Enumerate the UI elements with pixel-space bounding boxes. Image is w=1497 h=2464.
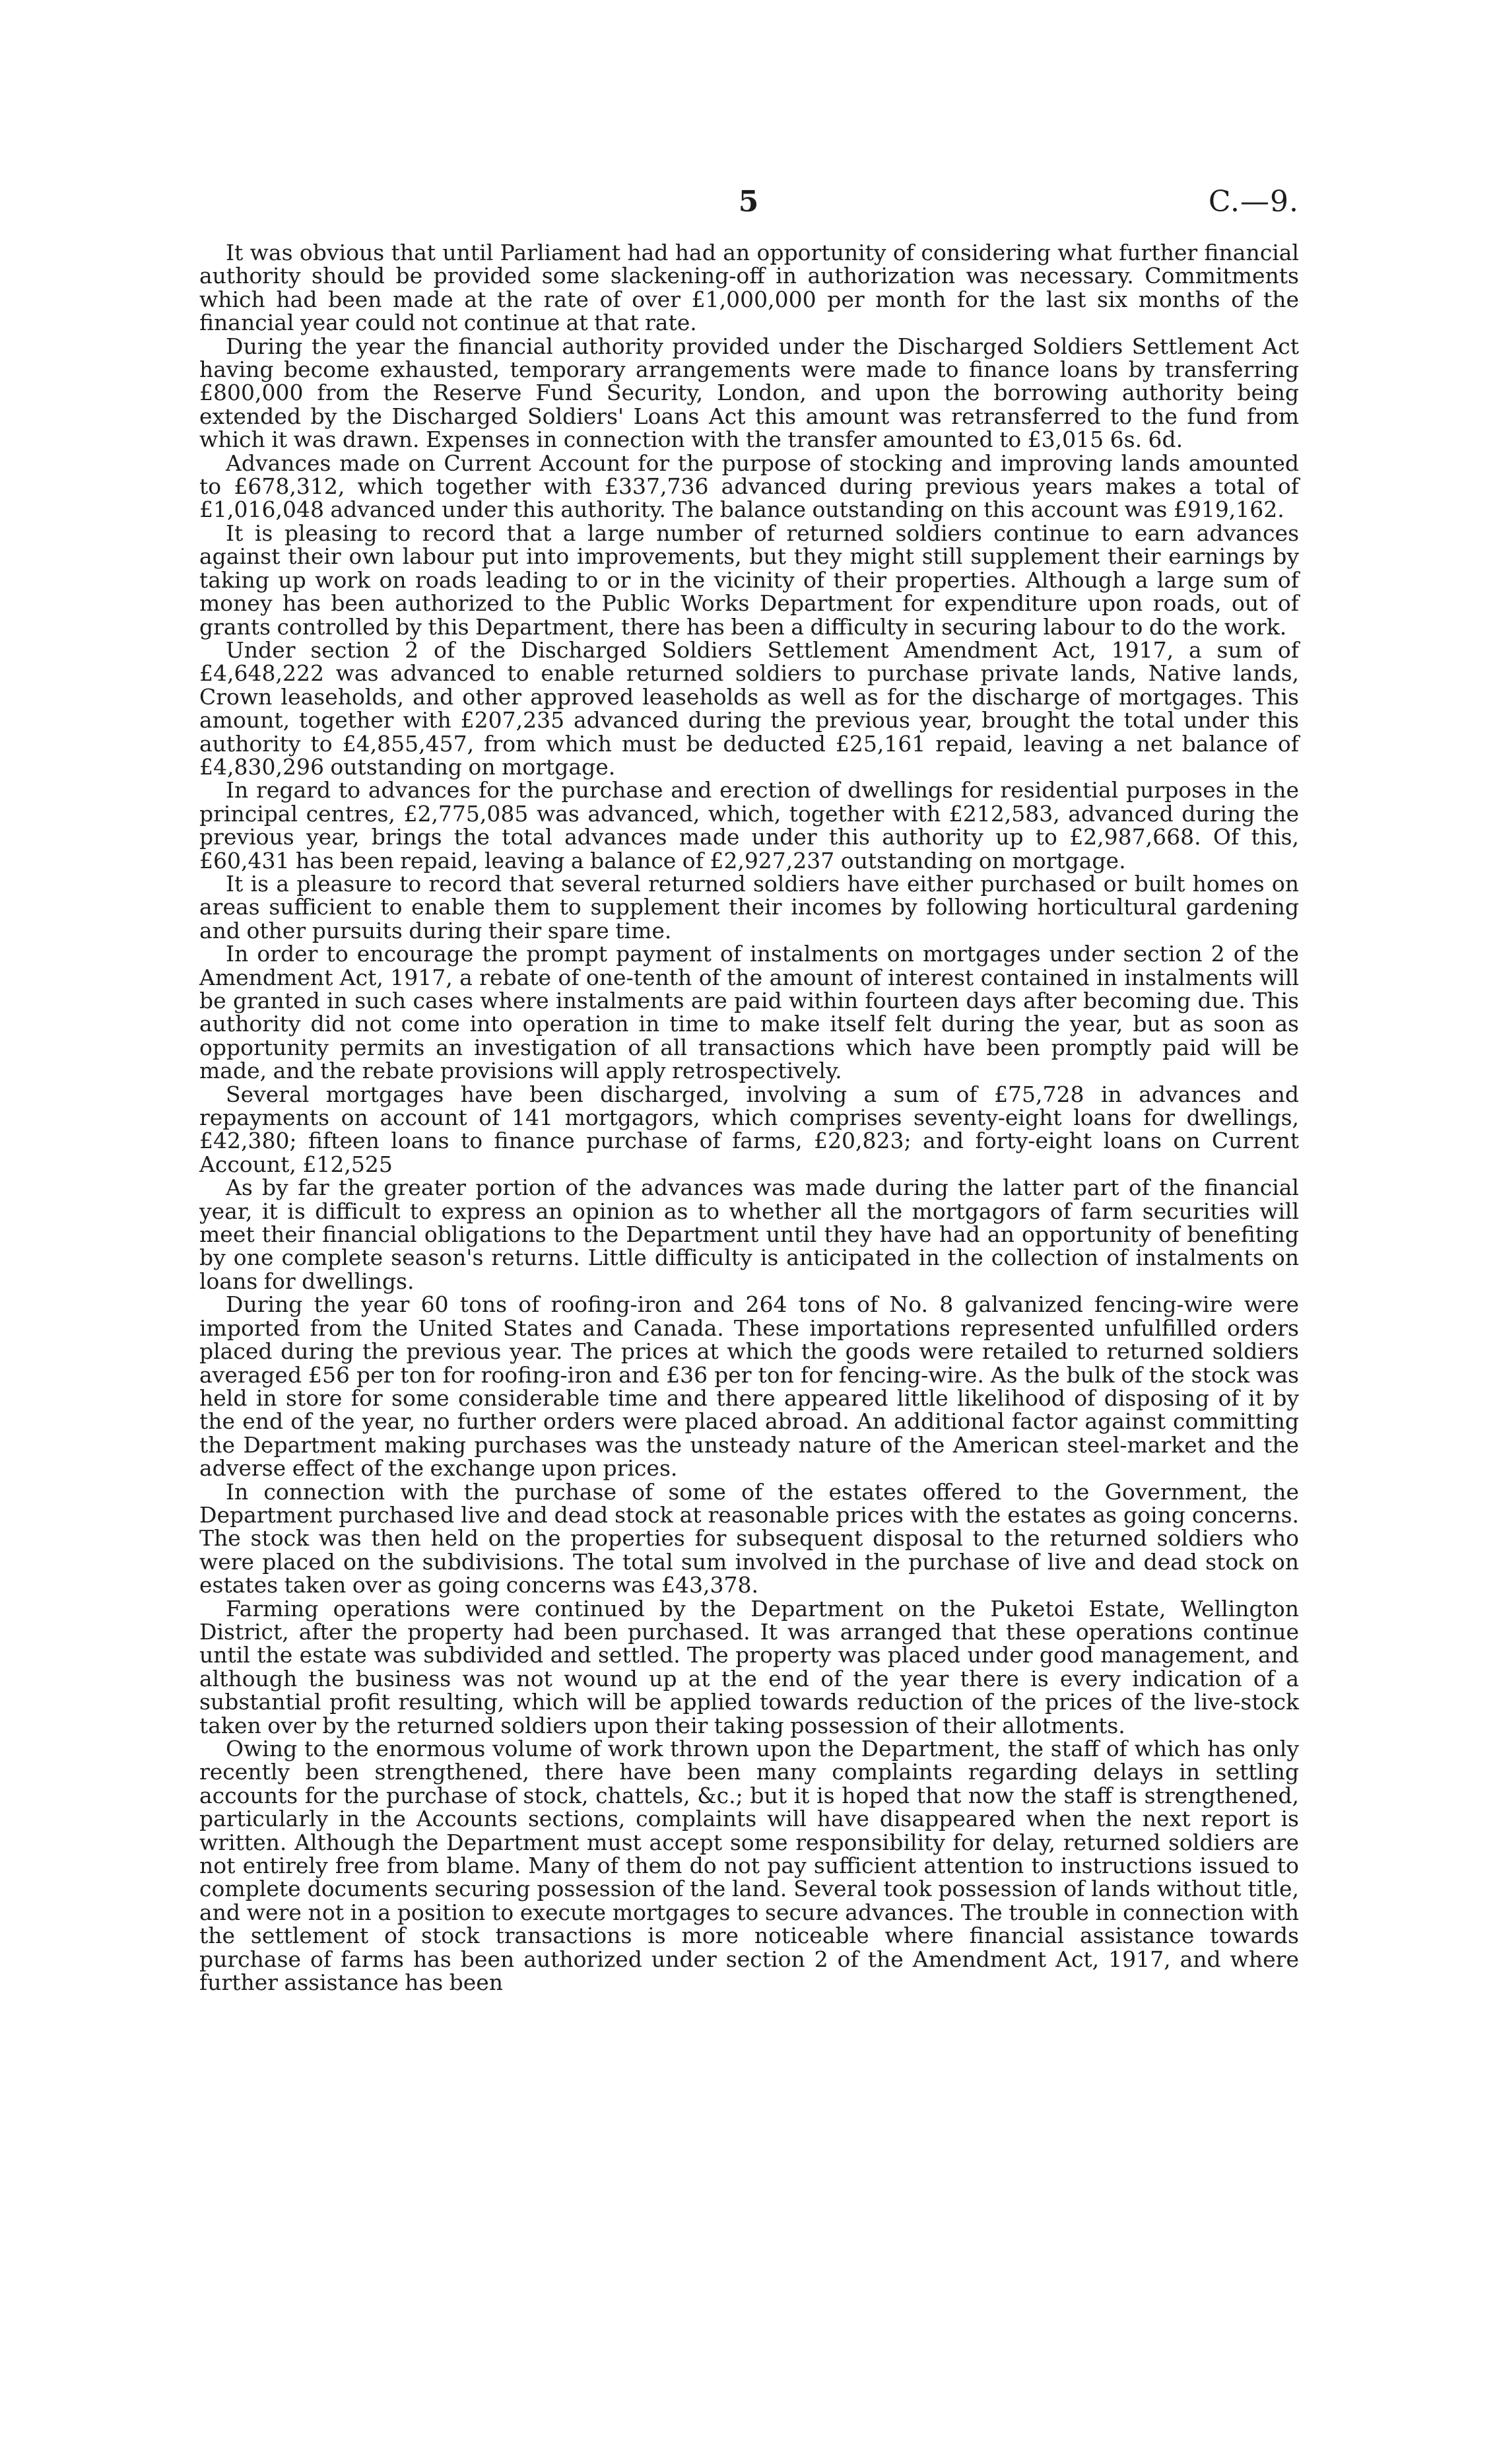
document-code: C.—9. bbox=[1208, 185, 1299, 219]
page-number: 5 bbox=[738, 185, 759, 219]
paragraph-instalment-rebate: In order to encourage the prompt payment of instalments on mortgages under section 2 of the Amendment Act, 1917, a rebate of one-tenth of the amount of interest contained in instalments will be granted in such cases where instalments are paid within fourteen days after becoming due. This authority did not come into operation in time to make itself felt during the year, but as soon as opportunity permits an investigation of all transactions which have been promptly paid will be made, and the rebate provisions will apply retrospectively. bbox=[199, 941, 1299, 1084]
paragraph-financial-authority: It was obvious that until Parliament had had an opportunity of considering what further financial authority should be provided some slackening-off in authorization was necessary. Commitments which had been made at the rate of over £1,000,000 per month for the last six months of the financial year could not continue at that rate. bbox=[199, 240, 1299, 336]
report-body bbox=[199, 241, 1299, 1994]
paragraph-mortgages-discharged: Several mortgages have been discharged, involving a sum of £75,728 in advances and repayments on account of 141 mortgagors, which comprises seventy-eight loans for dwellings, £42,380; fifteen loans to finance purchase of farms, £20,823; and forty-eight loans on Current Account, £12,525 bbox=[199, 1081, 1299, 1177]
paragraph-farm-securities: As by far the greater portion of the advances was made during the latter part of the financial year, it is difficult to express an opinion as to whether all the mortgagors of farm securities will meet their financial obligations to the Department until they have had an opportunity of benefiting by one complete season's returns. Little difficulty is anticipated in the collection of instalments on loans for dwellings. bbox=[199, 1175, 1299, 1294]
paragraph-dwellings-advances: In regard to advances for the purchase and erection of dwellings for residential purposes in the principal centres, £2,775,085 was advanced, which, together with £212,583, advanced during the previous year, brings the total advances made under this authority up to £2,987,668. Of this, £60,431 has been repaid, leaving a balance of £2,927,237 outstanding on mortgage. bbox=[199, 777, 1299, 873]
paragraph-account-delays: Owing to the enormous volume of work thrown upon the Department, the staff of which has only recently been strengthened, there have been many complaints regarding delays in settling accounts for the purchase of stock, chattels, &c.; but it is hoped that now the staff is strengthened, particularly in the Accounts sections, complaints will have disappeared when the next report is written. Although the Department must accept some responsibility for delay, returned soldiers are not entirely free from blame. Many of them do not pay sufficient attention to instructions issued to complete documents securing possession of the land. Several took possession of lands without title, and were not in a position to execute mortgages to secure advances. The trouble in connection with the settlement of stock transactions is more noticeable where financial assistance towards purchase of farms has been authorized under section 2 of the Amendment Act, 1917, and where further assistance has been bbox=[199, 1736, 1299, 1996]
paragraph-section-2-advances: Under section 2 of the Discharged Soldiers Settlement Amendment Act, 1917, a sum of £4,648,222 was advanced to enable returned soldiers to purchase private lands, Native lands, Crown leaseholds, and other approved leaseholds as well as for the discharge of mortgages. This amount, together with £207,235 advanced during the previous year, brought the total under this authority to £4,855,457, from which must be deducted £25,161 repaid, leaving a net balance of £4,830,296 outstanding on mortgage. bbox=[199, 636, 1299, 780]
paragraph-soldier-labour: It is pleasing to record that a large number of returned soldiers continue to earn advances against their own labour put into improvements, but they might still supplement their earnings by taking up work on roads leading to or in the vicinity of their properties. Although a large sum of money has been authorized to the Public Works Department for expenditure upon roads, out of grants controlled by this Department, there has been a difficulty in securing labour to do the work. bbox=[199, 520, 1299, 640]
paragraph-homes-horticulture: It is a pleasure to record that several returned soldiers have either purchased or built homes on areas sufficient to enable them to supplement their incomes by following horticultural gardening and other pursuits during their spare time. bbox=[199, 870, 1299, 943]
paragraph-roofing-iron-imports: During the year 60 tons of roofing-iron and 264 tons of No. 8 galvanized fencing-wire were imported from the United States and Canada. These importations represented unfulfilled orders placed during the previous year. The prices at which the goods were retailed to returned soldiers averaged £56 per ton for roofing-iron and £36 per ton for fencing-wire. As the bulk of the stock was held in store for some considerable time and there appeared little likelihood of disposing of it by the end of the year, no further orders were placed abroad. An additional factor against committing the Department making purchases was the unsteady nature of the American steel-market and the adverse effect of the exchange upon prices. bbox=[199, 1291, 1299, 1482]
paragraph-transfer-reserve-fund: During the year the financial authority provided under the Discharged Soldiers Settlement Act having become exhausted, temporary arrangements were made to finance loans by transferring £800,000 from the Reserve Fund Security, London, and upon the borrowing authority being extended by the Discharged Soldiers' Loans Act this amount was retransferred to the fund from which it was drawn. Expenses in connection with the transfer amounted to £3,015 6s. 6d. bbox=[199, 333, 1299, 453]
paragraph-live-dead-stock: In connection with the purchase of some of the estates offered to the Government, the Department purchased live and dead stock at reasonable prices with the estates as going concerns. The stock was then held on the properties for subsequent disposal to the returned soldiers who were placed on the subdivisions. The total sum involved in the purchase of live and dead stock on estates taken over as going concerns was £43,378. bbox=[199, 1478, 1299, 1598]
paragraph-puketoi-estate: Farming operations were continued by the Department on the Puketoi Estate, Wellington District, after the property had been purchased. It was arranged that these operations continue until the estate was subdivided and settled. The property was placed under good management, and although the business was not wound up at the end of the year there is every indication of a substantial profit resulting, which will be applied towards reduction of the prices of the live-stock taken over by the returned soldiers upon their taking possession of their allotments. bbox=[199, 1595, 1299, 1738]
page-header bbox=[198, 185, 1299, 224]
paragraph-current-account-advances: Advances made on Current Account for the purpose of stocking and improving lands amounted to £678,312, which together with £337,736 advanced during previous years makes a total of £1,016,048 advanced under this authority. The balance outstanding on this account was £919,162. bbox=[199, 450, 1299, 523]
